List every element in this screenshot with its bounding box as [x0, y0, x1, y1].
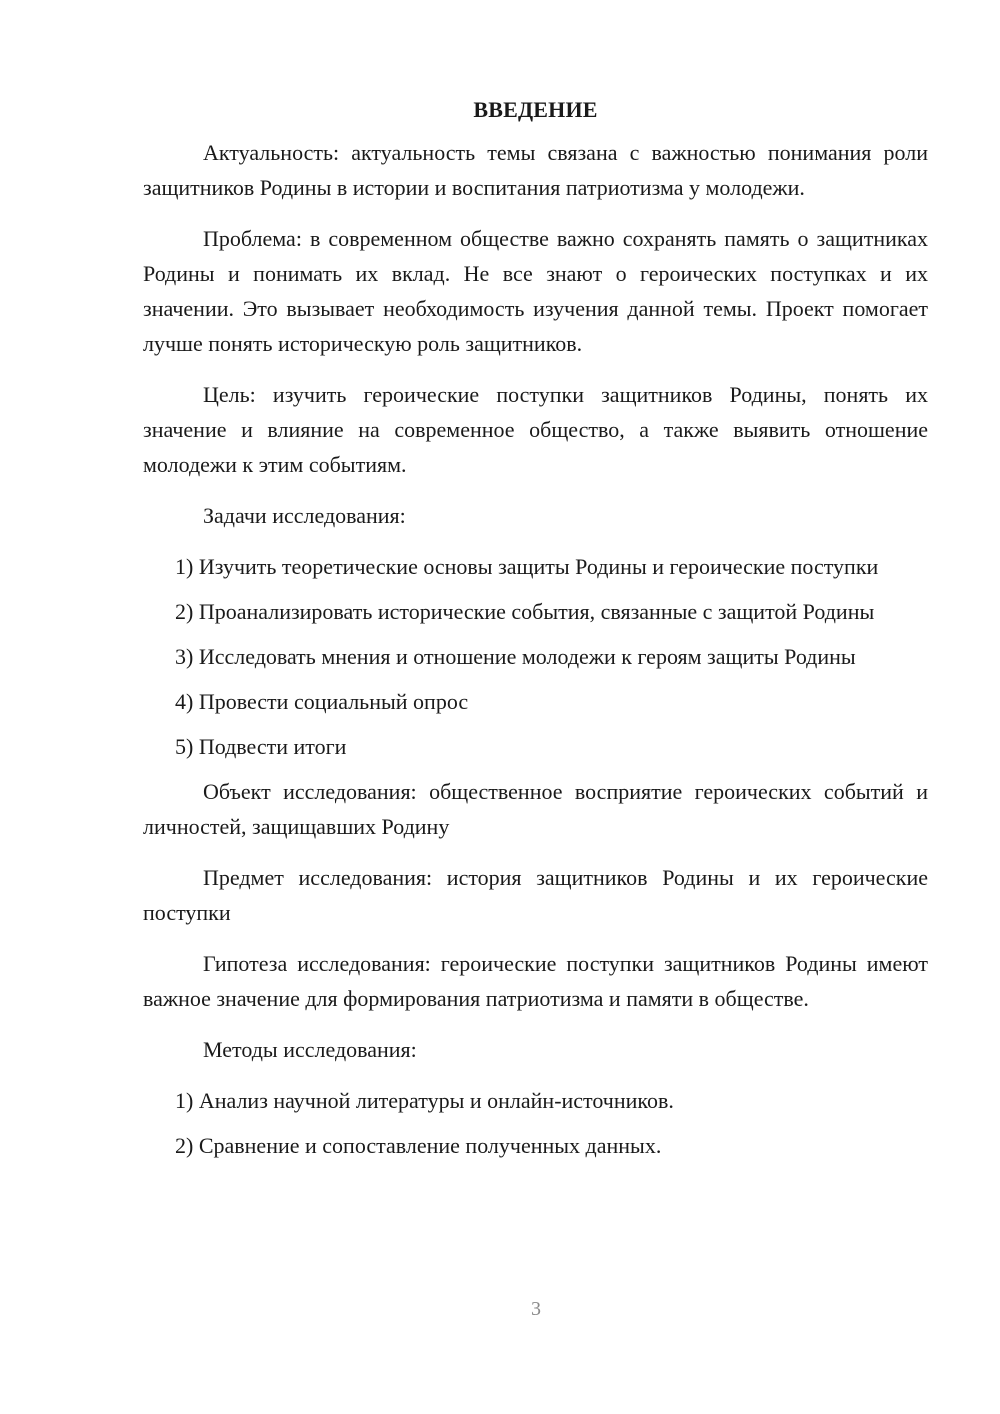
method-item-1: 1) Анализ научной литературы и онлайн-источников. [175, 1088, 674, 1113]
task-item-1: 1) Изучить теоретические основы защиты Родины и героические поступки [175, 554, 879, 579]
object-paragraph: Объект исследования: общественное восприятие героических событий и личностей, защищавших Родину [143, 779, 928, 839]
page-content [143, 92, 928, 1173]
methods-heading: Методы исследования: [203, 1037, 417, 1062]
method-item-2: 2) Сравнение и сопоставление полученных данных. [175, 1133, 662, 1158]
task-item-2: 2) Проанализировать исторические события, связанные с защитой Родины [175, 599, 875, 624]
section-heading: ВВЕДЕНИЕ [473, 97, 598, 122]
hypothesis-paragraph: Гипотеза исследования: героические поступки защитников Родины имеют важное значение для формирования патриотизма и памяти в обществе. [143, 951, 928, 1011]
subject-paragraph: Предмет исследования: история защитников Родины и их героические поступки [143, 865, 928, 925]
tasks-heading: Задачи исследования: [203, 503, 406, 528]
page-number: 3 [531, 1298, 541, 1320]
relevance-paragraph: Актуальность: актуальность темы связана с важностью понимания роли защитников Родины в истории и воспитания патриотизма у молодежи. [143, 140, 928, 200]
task-item-5: 5) Подвести итоги [175, 734, 347, 759]
task-item-4: 4) Провести социальный опрос [175, 689, 469, 714]
problem-paragraph: Проблема: в современном обществе важно сохранять память о защитниках Родины и понимать их вклад. Не все знают о героических поступках и их значении. Это вызывает необходимость изучения данной темы. Проект помогает лучше понять историческую роль защитников. [143, 226, 928, 356]
task-item-3: 3) Исследовать мнения и отношение молодежи к героям защиты Родины [175, 644, 856, 669]
goal-paragraph: Цель: изучить героические поступки защитников Родины, понять их значение и влияние на современное общество, а также выявить отношение молодежи к этим событиям. [143, 382, 928, 477]
